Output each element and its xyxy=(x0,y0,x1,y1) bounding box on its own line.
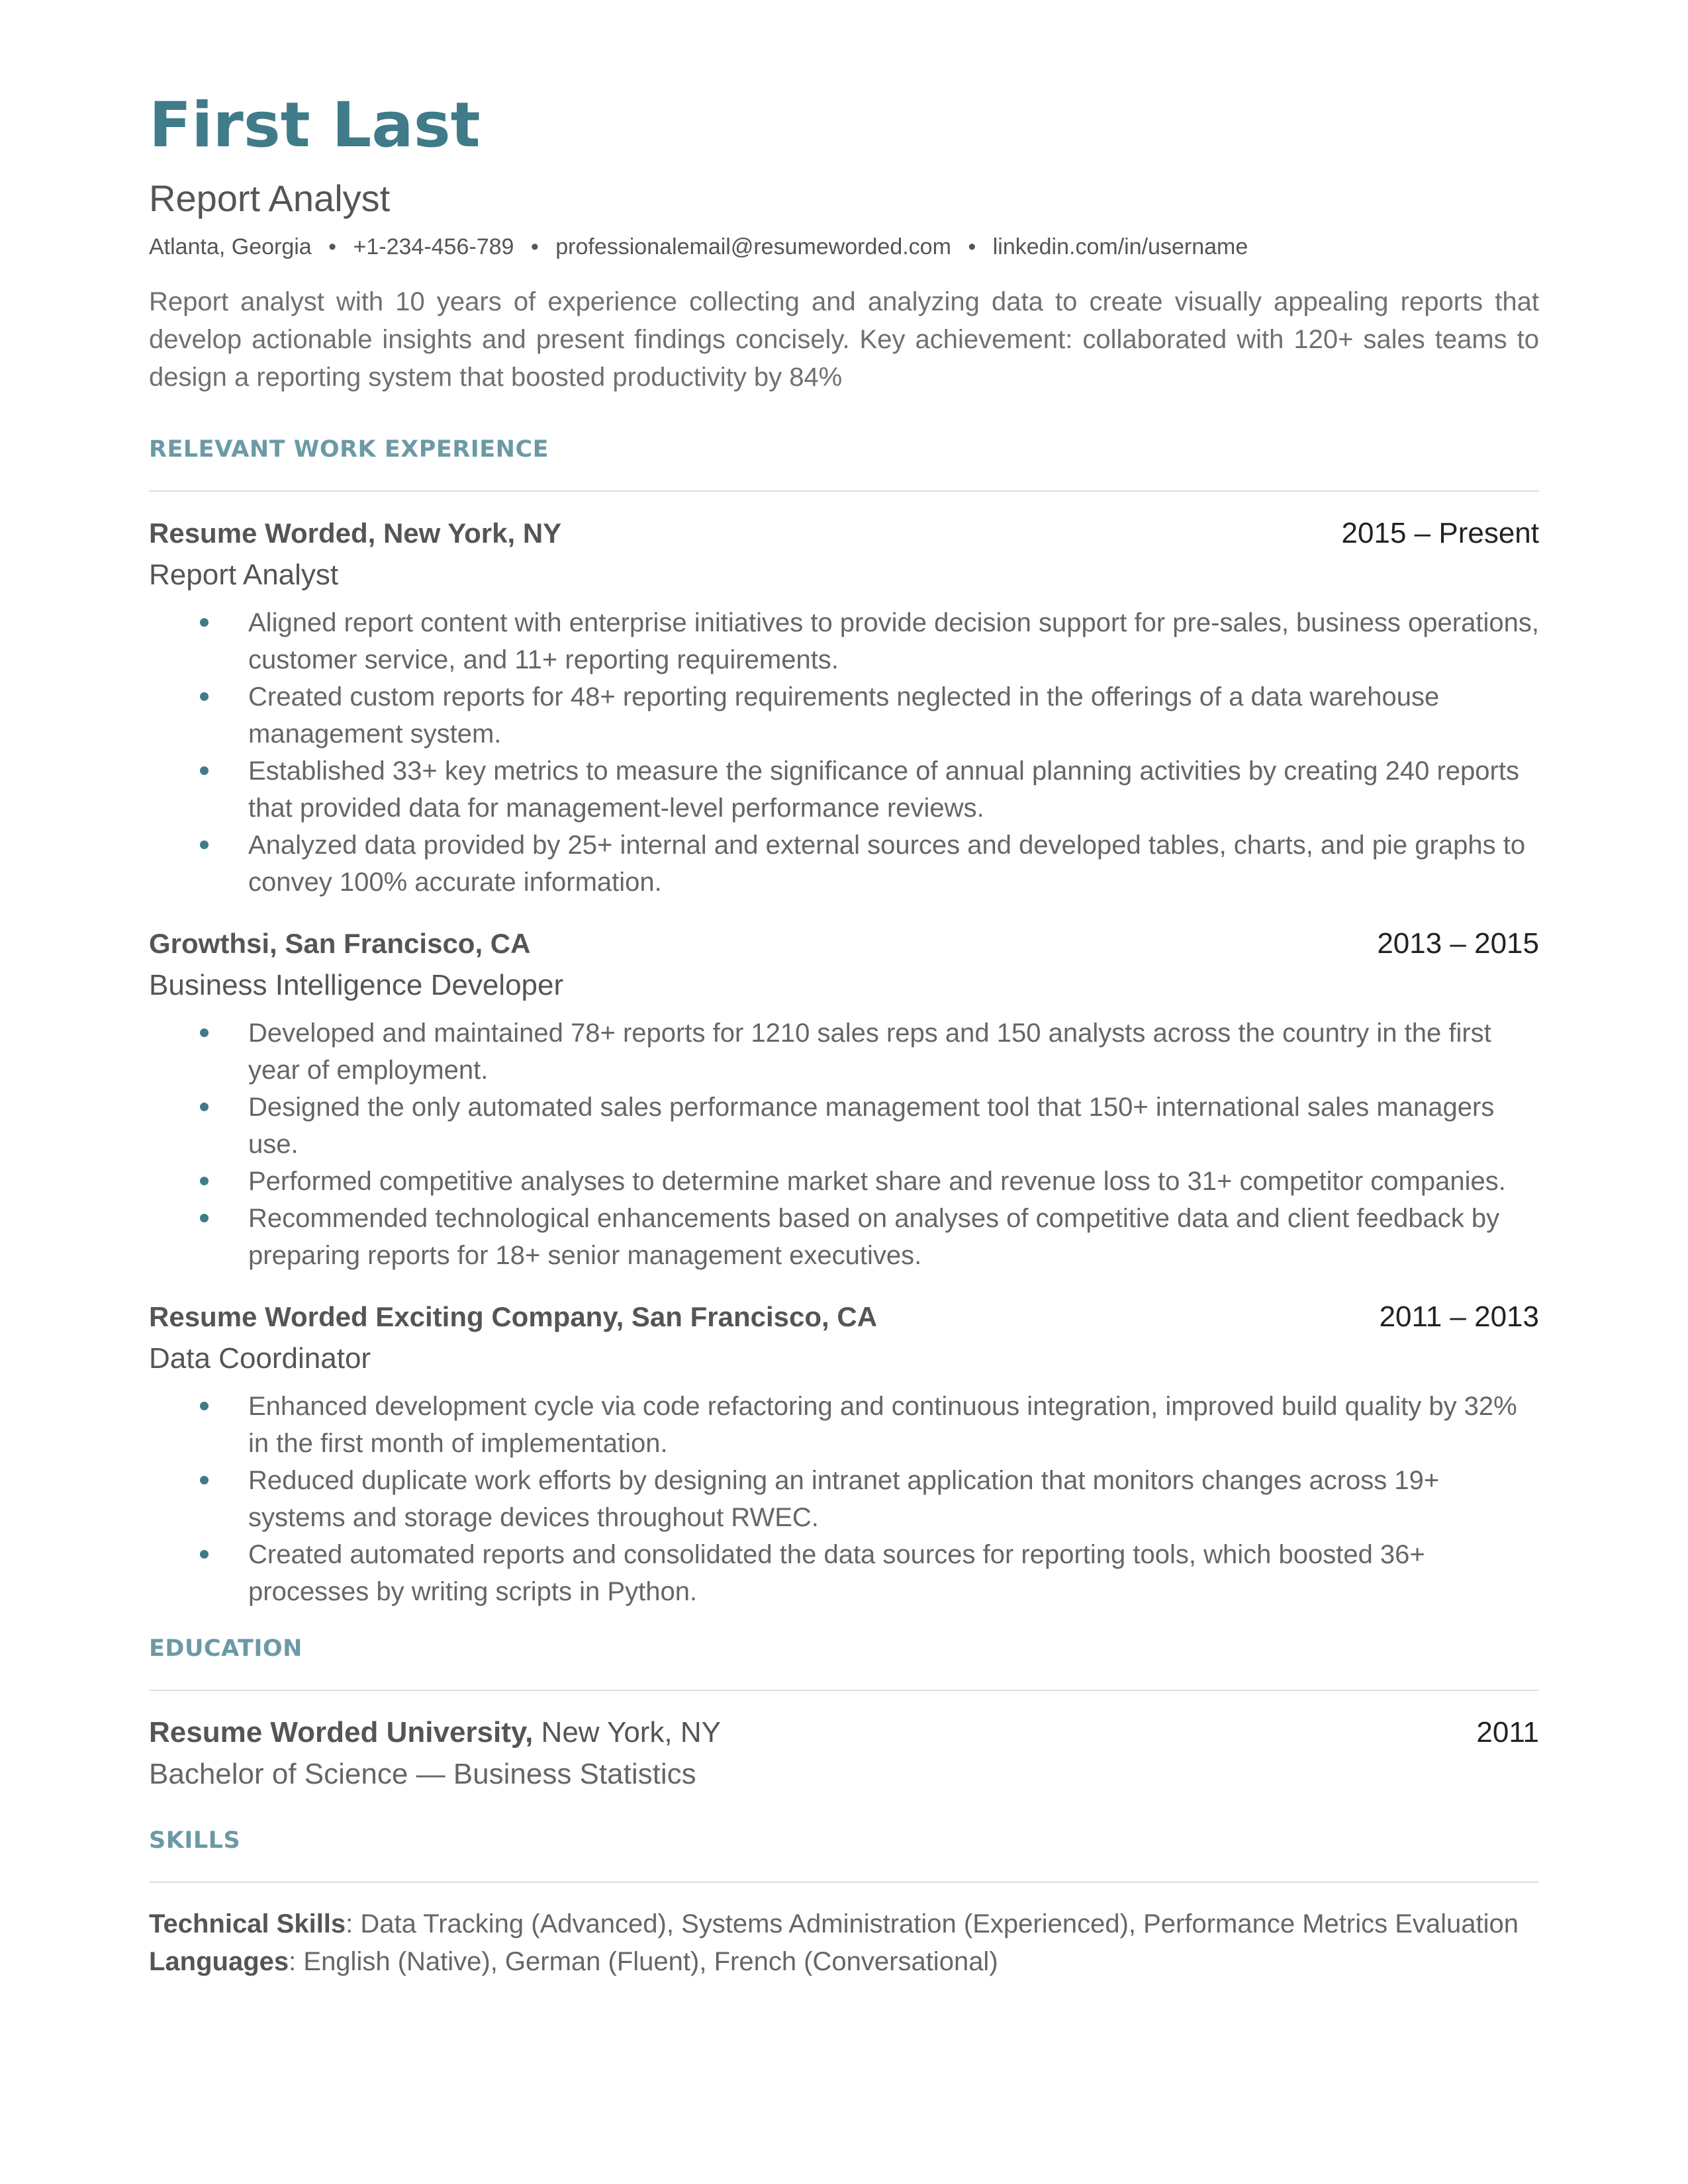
resume-header xyxy=(149,79,1539,396)
job-bullets xyxy=(149,604,1539,901)
job-bullet xyxy=(149,1536,1539,1610)
education-degree: Bachelor of Science — Business Statistics xyxy=(149,1758,696,1790)
candidate-name: First Last xyxy=(149,89,481,161)
bullet-dot-icon xyxy=(200,1402,209,1410)
job-dates: 2011 – 2013 xyxy=(1379,1300,1539,1333)
job-bullet-text: Created automated reports and consolidated the data sources for reporting tools, which boosted 36+ processes by writing scripts in Python. xyxy=(248,1540,1425,1606)
job-entry xyxy=(149,516,1539,901)
job-bullet-text: Performed competitive analyses to determine market share and revenue loss to 31+ competitor companies. xyxy=(248,1167,1506,1196)
job-company: Resume Worded, New York, NY xyxy=(149,518,562,549)
bullet-dot-icon xyxy=(200,1177,209,1185)
job-dates: 2013 – 2015 xyxy=(1377,927,1539,960)
skills-technical xyxy=(149,1905,1539,1943)
section-divider xyxy=(149,1882,1539,1883)
job-header xyxy=(149,1299,1539,1335)
job-bullet-text: Established 33+ key metrics to measure the significance of annual planning activities by creating 240 reports that provided data for management-level performance reviews. xyxy=(248,756,1519,823)
section-divider xyxy=(149,490,1539,492)
bullet-dot-icon xyxy=(200,1550,209,1559)
job-bullet-text: Reduced duplicate work efforts by designing an intranet application that monitors changes across 19+ systems and storage devices throughout RWEC. xyxy=(248,1466,1440,1532)
skills-technical-value: : Data Tracking (Advanced), Systems Administration (Experienced), Performance Metrics Evaluation xyxy=(346,1909,1519,1938)
skills-languages-value: : English (Native), German (Fluent), French (Conversational) xyxy=(289,1947,998,1976)
section-heading-experience: RELEVANT WORK EXPERIENCE xyxy=(149,436,549,463)
education-section xyxy=(149,1634,1539,1793)
skills-languages xyxy=(149,1943,1539,1981)
job-bullet-text: Created custom reports for 48+ reporting requirements neglected in the offerings of a data warehouse management system. xyxy=(248,682,1440,749)
job-bullet xyxy=(149,678,1539,752)
section-heading-education: EDUCATION xyxy=(149,1635,303,1662)
job-bullet xyxy=(149,604,1539,678)
job-header xyxy=(149,926,1539,962)
education-entry xyxy=(149,1715,1539,1793)
job-bullet xyxy=(149,1388,1539,1462)
job-bullet-text: Enhanced development cycle via code refactoring and continuous integration, improved build quality by 32% in the first month of implementation. xyxy=(248,1392,1517,1458)
job-bullet xyxy=(149,752,1539,827)
job-role: Report Analyst xyxy=(149,559,339,591)
job-bullet xyxy=(149,1089,1539,1163)
job-company: Resume Worded Exciting Company, San Francisco, CA xyxy=(149,1301,878,1332)
job-bullet-text: Recommended technological enhancements based on analyses of competitive data and client feedback by preparing reports for 18+ senior management executives. xyxy=(248,1204,1500,1270)
job-bullet xyxy=(149,827,1539,901)
contact-line xyxy=(149,233,1539,261)
contact-email: professionalemail@resumeworded.com xyxy=(555,234,951,259)
education-school-line xyxy=(149,1715,721,1751)
education-location: New York, NY xyxy=(533,1716,722,1749)
job-dates: 2015 – Present xyxy=(1341,517,1539,549)
job-bullet-text: Designed the only automated sales performance management tool that 150+ international sales managers use. xyxy=(248,1093,1495,1159)
bullet-dot-icon xyxy=(200,841,209,849)
bullet-dot-icon xyxy=(200,766,209,775)
experience-section xyxy=(149,435,1539,1610)
education-school: Resume Worded University, xyxy=(149,1716,534,1749)
section-heading-skills: SKILLS xyxy=(149,1827,241,1854)
job-bullet xyxy=(149,1200,1539,1274)
section-divider xyxy=(149,1690,1539,1691)
summary: Report analyst with 10 years of experience collecting and analyzing data to create visually appealing reports that develop actionable insights and present findings concisely. Key achievement: collaborated with 120+ sales teams to design a reporting system that boosted productivity by 84% xyxy=(149,287,1539,392)
contact-separator: • xyxy=(968,234,976,259)
job-bullet-text: Developed and maintained 78+ reports for 1210 sales reps and 150 analysts across the country in the first year of employment. xyxy=(248,1019,1491,1085)
skills-technical-label: Technical Skills xyxy=(149,1909,346,1938)
education-header xyxy=(149,1715,1539,1751)
job-role: Business Intelligence Developer xyxy=(149,969,564,1001)
job-bullet xyxy=(149,1163,1539,1200)
job-bullet xyxy=(149,1015,1539,1089)
contact-separator: • xyxy=(530,234,539,259)
job-bullets xyxy=(149,1015,1539,1274)
bullet-dot-icon xyxy=(200,1028,209,1037)
job-bullet xyxy=(149,1462,1539,1536)
bullet-dot-icon xyxy=(200,618,209,627)
skills-list xyxy=(149,1905,1539,1981)
job-entry xyxy=(149,1299,1539,1610)
contact-phone: +1-234-456-789 xyxy=(353,234,514,259)
resume-page xyxy=(149,79,1539,1981)
skills-section xyxy=(149,1826,1539,1981)
job-bullets xyxy=(149,1388,1539,1610)
bullet-dot-icon xyxy=(200,1476,209,1484)
job-header xyxy=(149,516,1539,551)
skills-languages-label: Languages xyxy=(149,1947,289,1976)
contact-linkedin: linkedin.com/in/username xyxy=(992,234,1248,259)
job-bullet-text: Analyzed data provided by 25+ internal and external sources and developed tables, charts, and pie graphs to convey 100% accurate information. xyxy=(248,831,1526,897)
job-role: Data Coordinator xyxy=(149,1342,371,1375)
candidate-title: Report Analyst xyxy=(149,177,391,219)
contact-location: Atlanta, Georgia xyxy=(149,234,312,259)
bullet-dot-icon xyxy=(200,1214,209,1222)
job-entry xyxy=(149,926,1539,1274)
bullet-dot-icon xyxy=(200,1103,209,1111)
job-company: Growthsi, San Francisco, CA xyxy=(149,928,531,959)
bullet-dot-icon xyxy=(200,692,209,701)
contact-separator: • xyxy=(328,234,337,259)
education-year: 2011 xyxy=(1476,1716,1539,1749)
job-bullet-text: Aligned report content with enterprise initiatives to provide decision support for pre-sales, business operations, customer service, and 11+ reporting requirements. xyxy=(248,608,1539,674)
